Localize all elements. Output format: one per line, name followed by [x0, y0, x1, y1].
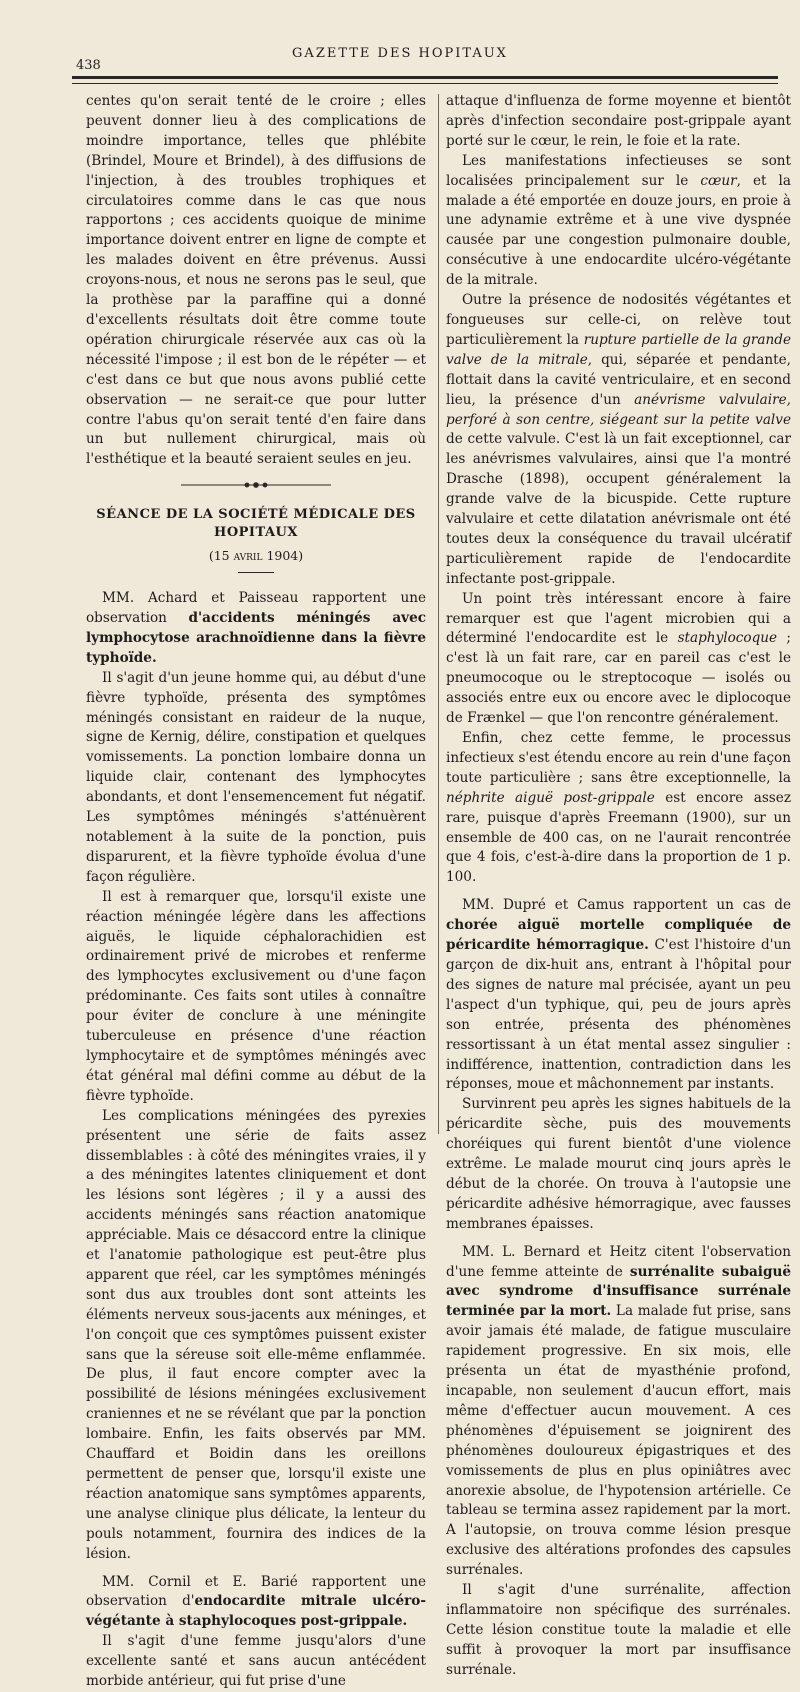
right-paragraph-4: Un point très intéressant encore à faire remarquer est que l'agent microbien qui a déterminé l'endocardite est le staphylocoque ; c'est là un fait rare, car en pareil cas c'est le pneumocoque ou le streptocoque — isolés ou associés entre eux ou encore avec le diplocoque de Frænkel — que l'on rencontre généralement. — [446, 590, 791, 727]
column-divider — [438, 94, 439, 1134]
page-number: 438 — [76, 58, 101, 73]
section-heading: SÉANCE DE LA SOCIÉTÉ MÉDICALE DES HOPITAUX — [96, 507, 416, 541]
article-bernard-intro: MM. L. Bernard et Heitz citent l'observation d'une femme atteinte de surrénalite subaiguë avec syndrome d'insuffisance surrénale terminée par la mort. La malade fut prise, sans avoir jamais été malade, de fatigue musculaire rapidement progressive. En six mois, elle présenta un état de myasthénie profond, incapable, non seulement d'aucun effort, mais même d'effectuer aucun mouvement. A ces phénomènes d'épuisement se joignirent des phénomènes douloureux épigastriques et des vomissements de plus en plus opiniâtres avec anorexie absolue, de l'hypotension artérielle. Ce tableau se termina assez rapidement par la mort. A l'autopsie, on trouva comme lésion presque exclusive des altérations profondes des capsules surrénales. — [446, 1243, 791, 1579]
article-achard-intro: MM. Achard et Paisseau rapportent une observation d'accidents méningés avec lymphocytose arachnoïdienne dans la fièvre typhoïde. — [86, 590, 426, 666]
article-dupre-intro: MM. Dupré et Camus rapportent un cas de chorée aiguë mortelle compliquée de péricardite hémorragique. C'est l'histoire d'un garçon de dix-huit ans, entrant à l'hôpital pour des signes de nature mal précisée, ayant un peu l'aspect d'un typhique, qui, peu de jours après son entrée, présenta des phénomènes ressortissant à un état mental assez singulier : indifférence, inattention, contradiction dans les réponses, moue et mâchonnement par instants. — [446, 897, 791, 1093]
section-rule — [238, 572, 274, 573]
right-paragraph-2: Les manifestations infectieuses se sont localisées principalement sur le cœur, et la malade a été emportée en douze jours, en proie à une adynamie extrême et à une vive dyspnée causée par une congestion pulmonaire double, consécutive à une endocardite ulcéro-végétante de la mitrale. — [446, 152, 791, 289]
ornament-divider — [181, 482, 331, 488]
right-paragraph-5: Enfin, chez cette femme, le processus infectieux s'est étendu encore au rein d'une façon toute particulière ; sans être exceptionnelle, la néphrite aiguë post-grippale est encore assez rare, puisque d'après Freemann (1900), sur un ensemble de 400 cas, on ne l'aurait rencontrée que 4 fois, c'est-à-dire dans la proportion de 1 p. 100. — [446, 730, 791, 886]
section-date: (15 avril 1904) — [208, 548, 304, 564]
right-paragraph-3: Outre la présence de nodosités végétantes et fongueuses sur celle-ci, on relève tout particulièrement la rupture partielle de la grande valve de la mitrale, qui, séparée et pendante, flottait dans la cavité ventriculaire, et en second lieu, la présence d'un anévrisme valvulaire, perforé à son centre, siégeant sur la petite valve de cette valvule. C'est là un fait exceptionnel, car les anévrismes valvulaires, ainsi que l'a montré Drasche (1898), occupent généralement la grande valve de la bicuspide. Cette rupture valvulaire et cette dilatation anévrismale ont été toutes deux la conséquence du travail ulcératif particulièrement rapide de l'endocardite infectante post-grippale. — [446, 292, 792, 587]
header-rule-thick — [72, 76, 778, 79]
article-bernard-p2: Il s'agit d'une surrénalite, affection inflammatoire non spécifique des surrénales. Cette lésion constitue toute la maladie et elle suffit à provoquer la mort par insuffisance surrénale. — [446, 1582, 791, 1678]
article-achard-p2: Il est à remarquer que, lorsqu'il existe une réaction méningée légère dans les affections aiguës, le liquide céphalorachidien est ordinairement privé de microbes et renferme des lymphocytes exclusivement ou d'une façon prédominante. Ces faits sont utiles à connaître pour éviter de conclure à une méningite tuberculeuse en présence d'une réaction lymphocytaire et de symptômes méningés avec état général mal défini comme au début de la fièvre typhoïde. — [86, 888, 426, 1104]
left-paragraph-1: centes qu'on serait tenté de le croire ; elles peuvent donner lieu à des complications de moindre importance, telles que phlébite (Brindel, Moure et Brindel), à des diffusions de l'injection, à des troubles trophiques et circulatoires comme dans le cas que nous rapportons ; ces accidents quoique de minime importance doivent entrer en ligne de compte et les malades doivent en être prévenus. Aussi croyons-nous, et nous ne serons pas le seul, que la prothèse par la paraffine qui a donné d'excellents résultats doit être comme toute opération chirurgicale réservée aux cas où la nécessité l'impose ; il est bon de le répéter — et c'est dans ce but que nous avons publié cette observation — ne serait-ce que pour lutter contre l'abus qu'on serait tenté d'en faire dans un but nullement chirurgical, mais où l'esthétique et la beauté seraient seules en jeu. — [86, 93, 426, 468]
left-column — [86, 92, 426, 1692]
article-dupre-p2: Survinrent peu après les signes habituels de la péricardite sèche, puis des mouvements choréiques qui furent bientôt d'une violence extrême. Le malade mourut cinq jours après le début de la chorée. On trouva à l'autopsie une péricardite adhésive hémorragique, avec fausses membranes épaisses. — [446, 1096, 791, 1232]
article-achard-p1: Il s'agit d'un jeune homme qui, au début d'une fièvre typhoïde, présenta des symptômes méningés consistant en raideur de la nuque, signe de Kernig, délire, constipation et quelques vomissements. La ponction lombaire donna un liquide clair, contenant des lymphocytes abondants, et dont l'ensemencement fut négatif. Les symptômes méningés s'atténuèrent notablement à la suite de la ponction, puis disparurent, et la fièvre typhoïde évolua d'une façon régulière. — [86, 669, 426, 885]
running-title: GAZETTE DES HOPITAUX — [292, 46, 508, 61]
article-cornil-p1: Il s'agit d'une femme jusqu'alors d'une excellente santé et sans aucun antécédent morbide antérieur, qui fut prise d'une — [86, 1633, 426, 1690]
header-rule-thin — [72, 83, 778, 84]
article-achard-p3: Les complications méningées des pyrexies présentent une série de faits assez dissemblables : à côté des méningites vraies, il y a des méningites latentes cliniquement et dont les lésions sont légères ; il y a aussi des accidents méningés sans réaction anatomique appréciable. Mais ce désaccord entre la clinique et l'anatomie pathologique est peut-être plus apparent que réel, car les symptômes méningés sont dus aux troubles dont sont atteints les éléments nerveux sous-jacents aux méninges, et l'on conçoit que ces symptômes puissent exister sans que la séreuse soit elle-même enflammée. De plus, il faut encore compter avec la possibilité de lésions méningées exclusivement craniennes et ne se révélant que par la ponction lombaire. Enfin, les faits observés par MM. Chauffard et Boidin dans les oreillons permettent de penser que, lorsqu'il existe une réaction anatomique sans symptômes apparents, une analyse clinique plus délicate, la lenteur du pouls notamment, fournira des indices de la lésion. — [86, 1107, 426, 1562]
right-column — [446, 92, 791, 1681]
article-cornil-intro: MM. Cornil et E. Barié rapportent une observation d'endocardite mitrale ulcéro-végétante à staphylocoques post-grippale. — [86, 1573, 426, 1630]
right-paragraph-1: attaque d'influenza de forme moyenne et bientôt après d'infection secondaire post-grippale ayant porté sur le cœur, le rein, le foie et la rate. — [446, 93, 791, 149]
